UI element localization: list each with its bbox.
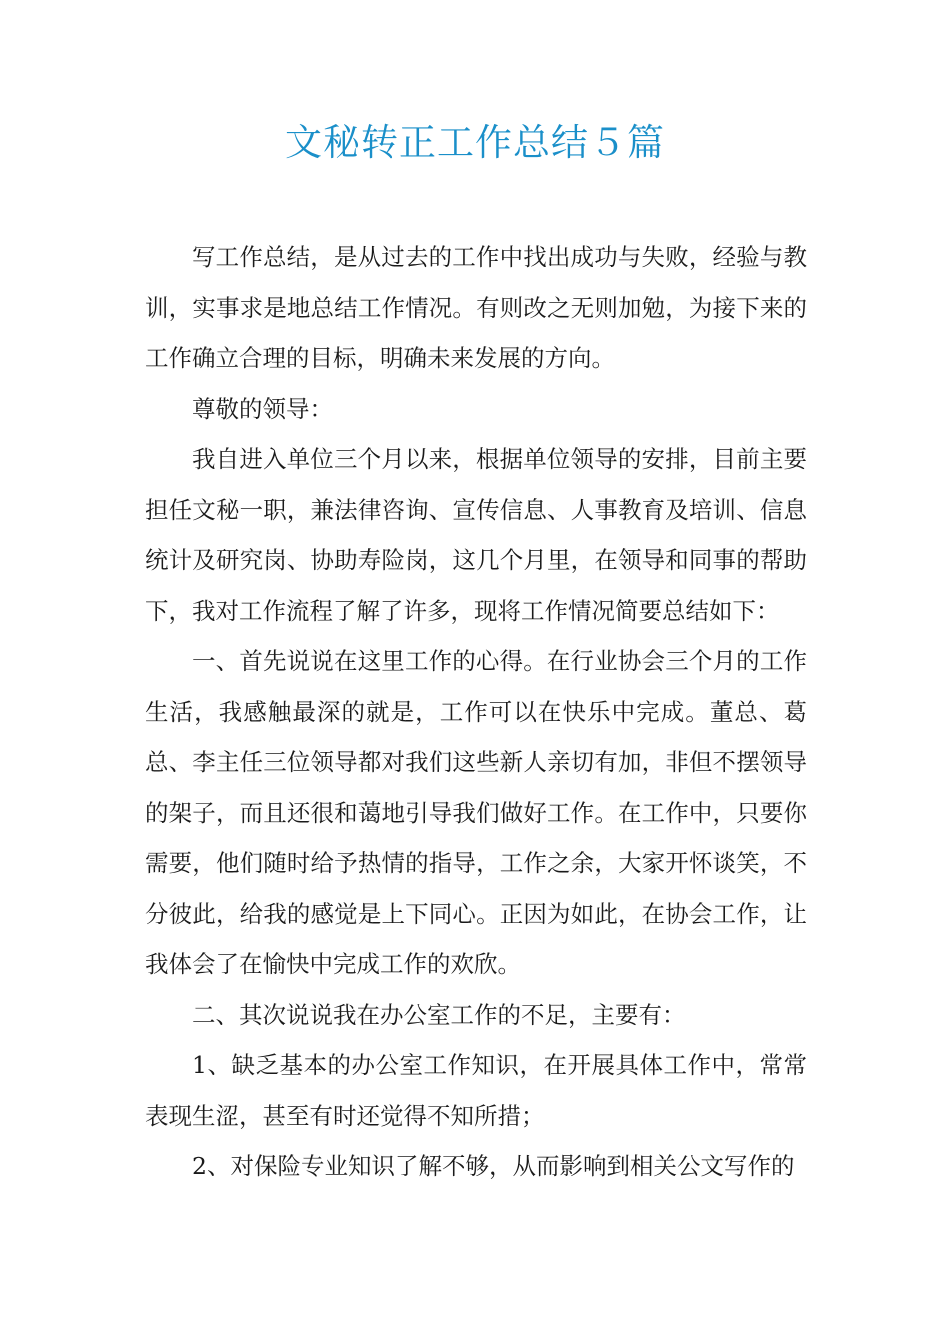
paragraph-intro: 写工作总结，是从过去的工作中找出成功与失败，经验与教训，实事求是地总结工作情况。有则改之无则加勉，为接下来的工作确立合理的目标，明确未来发展的方向。 <box>145 243 807 372</box>
paragraph-overview: 我自进入单位三个月以来，根据单位领导的安排，目前主要担任文秘一职，兼法律咨询、宣传信息、人事教育及培训、信息统计及研究岗、协助寿险岗，这几个月里，在领导和同事的帮助下，我对工作流程了解了许多，现将工作情况简要总结如下： <box>145 445 807 625</box>
paragraph-item-one: 1、缺乏基本的办公室工作知识，在开展具体工作中，常常表现生涩，甚至有时还觉得不知所措； <box>145 1051 807 1130</box>
document-title: 文秘转正工作总结５篇 <box>285 121 665 164</box>
paragraph-section-one: 一、首先说说在这里工作的心得。在行业协会三个月的工作生活，我感触最深的就是，工作可以在快乐中完成。董总、葛总、李主任三位领导都对我们这些新人亲切有加，非但不摆领导的架子，而且还很和蔼地引导我们做好工作。在工作中，只要你需要，他们随时给予热情的指导，工作之余，大家开怀谈笑，不分彼此，给我的感觉是上下同心。正因为如此，在协会工作，让我体会了在愉快中完成工作的欢欣。 <box>145 647 807 978</box>
paragraph-item-two: 2、对保险专业知识了解不够，从而影响到相关公文写作的 <box>192 1152 795 1180</box>
paragraph-section-two: 二、其次说说我在办公室工作的不足，主要有： <box>192 1000 686 1029</box>
paragraph-salutation: 尊敬的领导： <box>192 394 333 423</box>
document-body <box>145 232 807 1192</box>
